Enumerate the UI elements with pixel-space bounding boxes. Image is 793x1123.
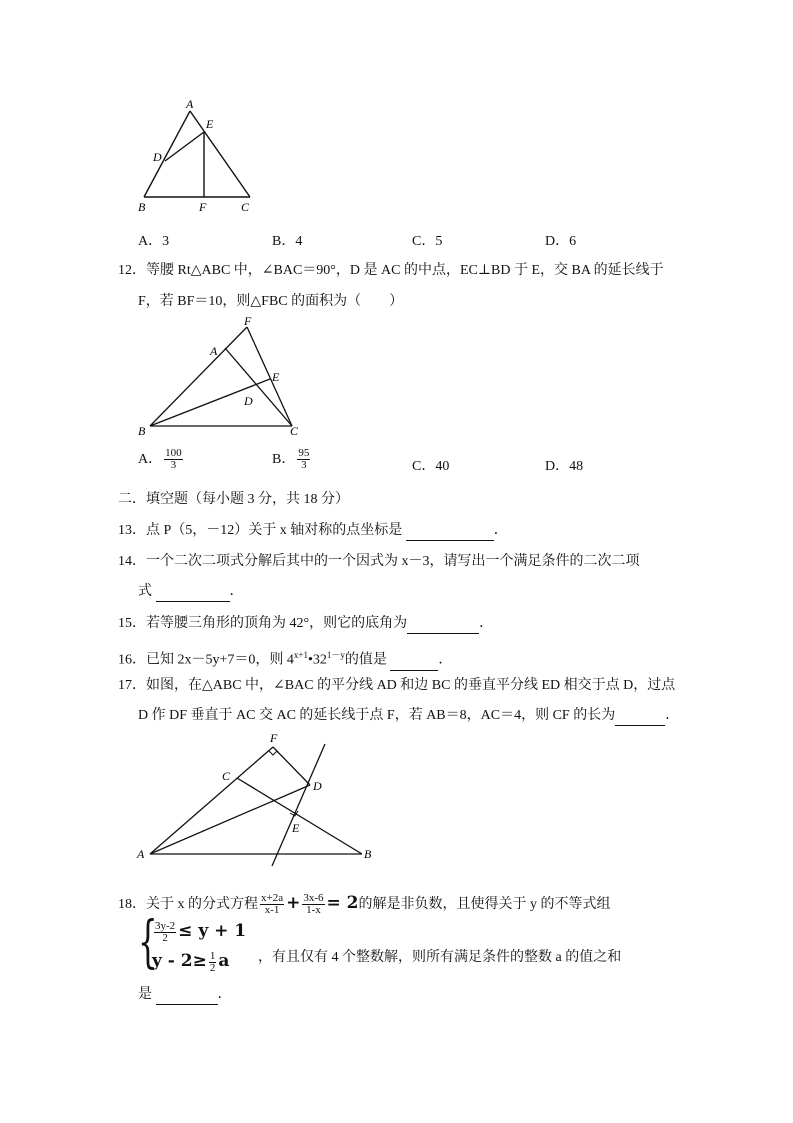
q14-end: ． bbox=[229, 584, 244, 599]
q18-ineq1-denominator: 2 bbox=[162, 932, 168, 945]
q12-option-a bbox=[138, 448, 185, 471]
q18-pre: 18．关于 x 的分式方程 bbox=[118, 897, 258, 912]
q18-inequality-1 bbox=[152, 918, 246, 946]
fig12-label-b: B bbox=[138, 424, 146, 438]
q12-option-b-denominator: 3 bbox=[301, 459, 307, 472]
q12-option-a-numerator: 100 bbox=[165, 447, 182, 460]
q18-fraction-2-numerator: 3x-6 bbox=[303, 892, 324, 905]
q18-ineq1-rest: ≤ y + 1 bbox=[178, 921, 247, 941]
q12-option-b-fraction bbox=[297, 448, 310, 471]
q18-ineq2-fraction bbox=[209, 951, 217, 974]
q17-line1: 17．如图，在△ABC 中，∠BAC 的平分线 AD 和边 BC 的垂直平分线 ED 相交于点 D，过点 bbox=[118, 678, 676, 693]
q14-text: 式 bbox=[138, 584, 152, 599]
q14-answer-blank[interactable] bbox=[156, 587, 230, 602]
fig17-label-d: D bbox=[313, 779, 322, 793]
q18-ineq2-left: y - 2≥ bbox=[152, 951, 207, 971]
q12-option-a-prefix: A． bbox=[138, 452, 163, 467]
q18-line3-text: 是 bbox=[138, 987, 152, 1002]
q18-ineq1-numerator: 3y-2 bbox=[155, 920, 176, 933]
section2-title: 二．填空题（每小题 3 分，共 18 分） bbox=[118, 492, 349, 507]
fig12-label-d: D bbox=[244, 394, 253, 408]
q16-post: 的值是 bbox=[344, 652, 387, 668]
q12-option-a-fraction bbox=[164, 448, 183, 471]
q18-plus: + bbox=[286, 893, 301, 913]
q12-line2: F，若 BF＝10，则△FBC 的面积为（ ） bbox=[138, 294, 404, 309]
figure-q17-triangle bbox=[130, 728, 380, 868]
q18-fraction-2 bbox=[302, 893, 324, 916]
fig12-label-c: C bbox=[290, 424, 299, 438]
figure-q11-triangle bbox=[130, 95, 260, 220]
q13-text: 13．点 P（5，－12）关于 x 轴对称的点坐标是 bbox=[118, 523, 403, 538]
fig12-label-a: A bbox=[210, 344, 218, 358]
fig11-label-e: E bbox=[206, 117, 214, 131]
q18-fraction-1-numerator: x+2a bbox=[261, 892, 284, 905]
q12-option-b bbox=[272, 448, 312, 471]
fig17-label-e: E bbox=[292, 821, 300, 835]
fig11-label-a: A bbox=[186, 97, 194, 111]
q18-fraction-1 bbox=[260, 893, 284, 916]
q12-option-a-denominator: 3 bbox=[170, 459, 177, 472]
q16-mid: •32 bbox=[307, 652, 327, 668]
fig11-label-b: B bbox=[138, 200, 146, 214]
q18-equals: = 2 bbox=[326, 893, 359, 913]
q14-line1: 14．一个二次二项式分解后其中的一个因式为 x－3，请写出一个满足条件的二次二项 bbox=[118, 554, 640, 569]
fig11-label-c: C bbox=[241, 200, 250, 214]
fig17-label-b: B bbox=[364, 847, 372, 861]
q18-line3 bbox=[138, 985, 232, 1005]
q18-ineq2-variable: a bbox=[218, 951, 230, 971]
q12-line1: 12．等腰 Rt△ABC 中，∠BAC＝90°，D 是 AC 的中点，EC⊥BD 于 E，交 BA 的延长线于 bbox=[118, 263, 664, 278]
fig11-label-f: F bbox=[199, 200, 207, 214]
q17-end: ． bbox=[665, 708, 680, 723]
q13-answer-blank[interactable] bbox=[406, 526, 494, 541]
q13-end: ． bbox=[493, 523, 508, 538]
q17-text: D 作 DF 垂直于 AC 交 AC 的延长线于点 F，若 AB＝8，AC＝4，则 CF 的长为 bbox=[138, 708, 616, 723]
q12-option-b-numerator: 95 bbox=[298, 447, 310, 460]
q13-line bbox=[118, 521, 508, 541]
q18-answer-blank[interactable] bbox=[156, 990, 218, 1005]
fig12-label-e: E bbox=[272, 370, 280, 384]
q18-fraction-1-denominator: x-1 bbox=[264, 904, 280, 917]
q18-line1 bbox=[118, 889, 611, 919]
q14-line2 bbox=[138, 582, 244, 602]
q17-answer-blank[interactable] bbox=[615, 711, 665, 726]
fig17-label-a: A bbox=[137, 847, 145, 861]
q15-end: ． bbox=[479, 616, 494, 631]
q18-system-brace: { bbox=[138, 910, 158, 975]
q18-ineq2-denominator: 2 bbox=[209, 962, 216, 975]
q12-option-d: D．48 bbox=[545, 459, 584, 474]
q16-answer-blank[interactable] bbox=[390, 656, 438, 671]
q15-line bbox=[118, 614, 493, 634]
q18-fraction-2-denominator: 1-x bbox=[306, 904, 321, 917]
q18-tail: ，有且仅有 4 个整数解，则所有满足条件的整数 a 的值之和 bbox=[258, 950, 622, 965]
q17-line2 bbox=[138, 706, 679, 726]
q16-exponent-2: 1－y bbox=[326, 650, 345, 660]
q15-text: 15．若等腰三角形的顶角为 42°，则它的底角为 bbox=[118, 616, 408, 631]
figure-q12-triangle bbox=[130, 315, 310, 440]
q18-ineq1-fraction bbox=[154, 921, 176, 944]
q12-option-b-prefix: B． bbox=[272, 452, 296, 467]
q11-option-a: A．3 bbox=[138, 234, 170, 249]
q11-option-b: B．4 bbox=[272, 234, 303, 249]
fig17-label-c: C bbox=[222, 769, 231, 783]
fig17-label-f: F bbox=[270, 731, 278, 745]
q11-option-d: D．6 bbox=[545, 234, 577, 249]
q15-answer-blank[interactable] bbox=[407, 619, 479, 634]
q12-option-c: C．40 bbox=[412, 459, 450, 474]
q18-inequality-2 bbox=[152, 948, 229, 976]
q18-ineq2-numerator: 1 bbox=[209, 950, 216, 963]
fig12-label-f: F bbox=[244, 315, 252, 328]
q16-line bbox=[118, 645, 452, 671]
fig11-label-d: D bbox=[153, 150, 162, 164]
q16-exponent-1: x+1 bbox=[293, 650, 308, 660]
q18-mid: 的解是非负数，且使得关于 y 的不等式组 bbox=[358, 897, 611, 912]
q16-pre: 16．已知 2x－5y+7＝0，则 4 bbox=[118, 652, 294, 668]
q18-end: ． bbox=[217, 987, 232, 1002]
q11-option-c: C．5 bbox=[412, 234, 443, 249]
q16-end: ． bbox=[438, 652, 453, 668]
